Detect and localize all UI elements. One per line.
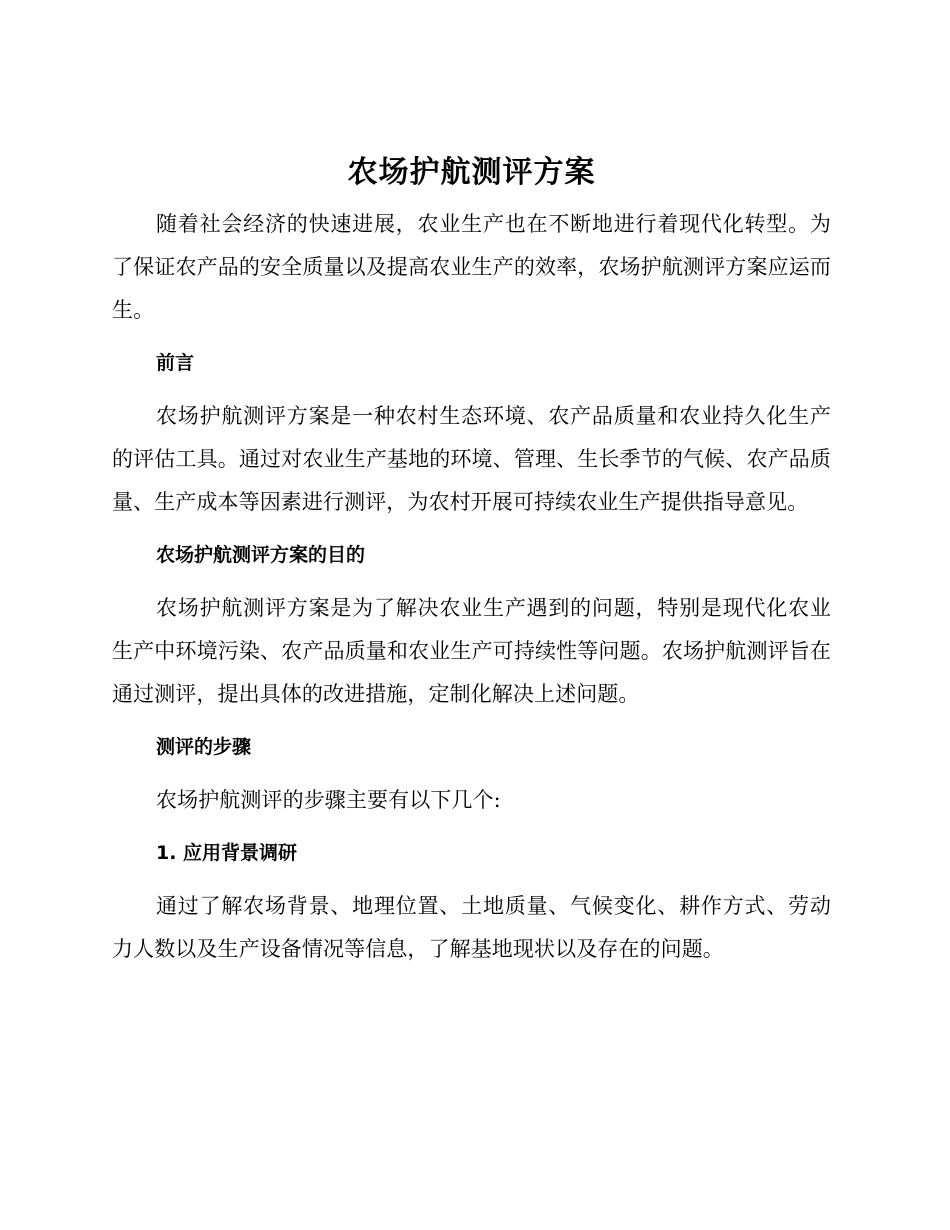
section-heading-purpose: 农场护航测评方案的目的 bbox=[156, 544, 366, 566]
document-page bbox=[112, 148, 831, 971]
spacer bbox=[112, 875, 831, 885]
spacer bbox=[112, 822, 831, 832]
document-title: 农场护航测评方案 bbox=[347, 155, 596, 190]
spacer bbox=[112, 385, 831, 395]
section-body-step-1: 通过了解农场背景、地理位置、土地质量、气候变化、耕作方式、劳动力人数以及生产设备情况等信息，了解基地现状以及存在的问题。 bbox=[112, 894, 831, 961]
spacer bbox=[112, 716, 831, 726]
section-body-preface: 农场护航测评方案是一种农村生态环境、农产品质量和农业持久化生产的评估工具。通过对农业生产基地的环境、管理、生长季节的气候、农产品质量、生产成本等因素进行测评，为农村开展可持续农业生产提供指导意见。 bbox=[112, 404, 831, 514]
spacer bbox=[112, 524, 831, 534]
spacer bbox=[112, 577, 831, 587]
section-heading-steps: 测评的步骤 bbox=[156, 736, 252, 758]
section-heading-preface: 前言 bbox=[156, 352, 195, 374]
section-body-steps: 农场护航测评的步骤主要有以下几个: bbox=[156, 788, 501, 812]
spacer bbox=[112, 769, 831, 779]
intro-paragraph: 随着社会经济的快速进展，农业生产也在不断地进行着现代化转型。为了保证农产品的安全质量以及提高农业生产的效率，农场护航测评方案应运而生。 bbox=[112, 212, 831, 322]
section-body-purpose: 农场护航测评方案是为了解决农业生产遇到的问题，特别是现代化农业生产中环境污染、农产品质量和农业生产可持续性等问题。农场护航测评旨在通过测评，提出具体的改进措施，定制化解决上述问题。 bbox=[112, 596, 831, 706]
section-heading-step-1: 1. 应用背景调研 bbox=[156, 842, 298, 864]
spacer bbox=[112, 332, 831, 342]
